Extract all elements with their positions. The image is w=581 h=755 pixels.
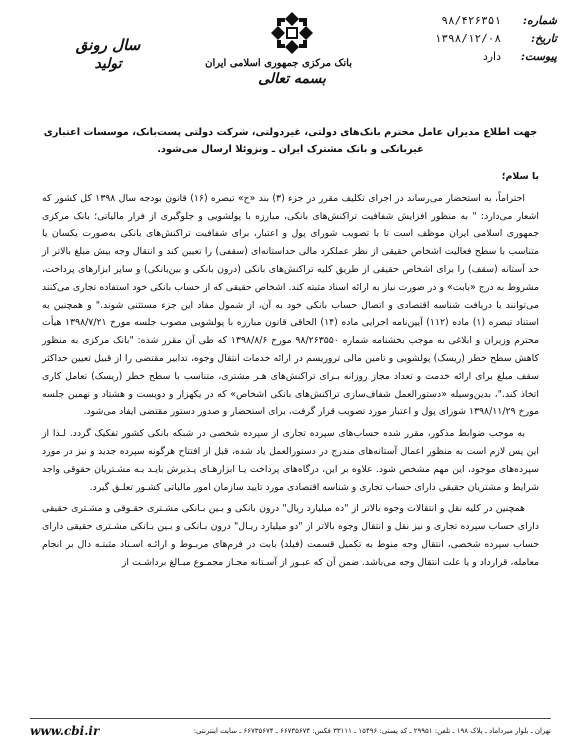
slogan-line-1: سال رونق (75, 36, 141, 54)
number-label: شماره: (522, 14, 557, 27)
footer-address: تهران ـ بلوار میرداماد ـ پلاک ۱۹۸ ـ تلفن: ۲۹۹۵۱ ـ کد پستی: ۱۵۴۹۶ ـ ۳۳۱۱۱ فکس: ۶۶۷۳۵۶۷۴ ـ ۶۶۷۳۵۶۷۴ ـ سایت اینترنتی: (193, 727, 551, 735)
letter-footer (30, 718, 551, 743)
number-value: ۹۸/۴۲۶۳۵۱ (441, 14, 501, 27)
letterhead-calligraphy: بسمه تعالی (258, 71, 326, 87)
attachment-label: پیوست: (520, 50, 557, 63)
bank-emblem-icon (269, 10, 315, 56)
number-row (407, 14, 557, 32)
paragraph-2: به موجب ضوابط مذکور، مقرر شده حساب‌های سپرده تجاری از سپرده شخصی در شبکه بانکی کشور تفکیک گردد. لـذا از این پس لازم است به منظور اعمال آستانه‌های مندرج در دستورالعمل یاد شده، قبل از افتتاح هرگونه سپرده جدید و نیز در مورد سپرده‌های موجود، این مهم مشخص شود. علاوه بر این، درگاه‌های پرداخت یـا ابزارهـای پـذیرش بایـد بـه مشـتریان حقوقی واجد شرایط و مشتریان حقیقی دارای حساب تجاری و شناسه اقتصادی مورد تایید سازمان امور مالیاتی کشـور تعلـق گیرد. (42, 428, 539, 493)
date-value: ۱۳۹۸/۱۲/۰۸ (434, 32, 501, 45)
year-slogan (58, 36, 158, 82)
paragraph-3: همچنین در کلیه نقل و انتقالات وجوه بالاتر از "ده میلیارد ریال" درون بانکی و بـین بـانکی مشـتری حقـوقی و مشـتری حقیقی دارای حساب سپرده تجاری و نیز نقل و انتقال وجوه بالاتر از "دو میلیارد ریـال" درون بـانکی و بـین بـانکی مشـتری حقیقی دارای حساب سپرده شخصی، انتقال وجه منوط به تکمیل قسمت (فیلد) بابت در فرم‌های مربـوط و ارائـه اسـناد مثبتـه دال بر انجام معامله، قرارداد و یا علت انتقال وجه می‌باشد. ضمن آن که عبـور از آسـتانه مجـاز مجمـوع مبـالغ برداشـت از (42, 503, 539, 568)
slogan-line-2: تولید (94, 56, 122, 72)
bank-name: بانک مرکزی جمهوری اسلامی ایران (205, 58, 352, 69)
recipients: جهت اطلاع مدیران عامل محترم بانک‌های دولتی، غیردولتی، شرکت دولتی پست‌بانک، موسسات اعتباری غیربانکی و بانک مشترک ایران ـ ونزوئلا ارسال می‌شود. (43, 127, 538, 155)
letterhead (0, 0, 581, 112)
letter-body (42, 124, 539, 576)
attachment-row (407, 50, 557, 68)
greeting: با سلام؛ (501, 171, 539, 182)
footer-website: www.cbi.ir (30, 724, 100, 738)
date-row (407, 32, 557, 50)
attachment-value: دارد (482, 50, 501, 63)
bank-logo (205, 10, 352, 106)
paragraph-1: احتراماً، به استحضار می‌رساند در اجرای تکلیف مقرر در جزء (۳) بند «ح» تبصره (۱۶) قانون بودجه سال ۱۳۹۸ کل کشور که اشعار می‌دارد: " به منظور افزایش شفافیت تراکنش‌های بانکی، مبارزه با پولشویی و جلوگیری از فرار مالیاتی؛ بانک مرکزی جمهوری اسلامی ایران موظف است تا با تصویب شورای پول و اعتبار، برای شفافیت تراکنش‌های بانکی به‌صورت یکسان یا متناسب با سطح فعالیت اشخاص حقیقی از نظر عملکرد مالی حداستانه‌ای (سقفی) را تعیین کند و انتقال وجه بیش مبلغ بالاتر از حد آستانه (سقف) را برای اشخاص حقیقی از طریق کلیه تراکنش‌های بانکی (درون بانکی و بین‌بانکی) و سایر ابزارهای پرداخت، مشروط به درج «بابت» و در صورت نیاز به ارائه اسناد مثبته کند. اشخاص حقیقی که از حساب بانکی خود استفاده تجاری می‌کنند می‌توانند با دریافت شناسه اقتصادی و اتصال حساب بانکی خود به آن، از شمول مفاد این جزء مستثنی شوند." و همچنین به استناد تبصره (۱) ماده (۱۱۲) آیین‌نامه اجرایی ماده (۱۴) الحاقی قانون مبارزه با پولشویی مصوب جلسه مورخ ۱۳۹۸/۷/۲۱ هیأت محترم وزیران و ابلاغی به موجب بخشنامه شماره ۹۸/۲۶۳۵۵۰ مورخ ۱۳۹۸/۸/۶ که طی آن مقرر شده: "بانک مرکزی به منظور کاهش سطح خطر (ریسک) پولشویی و تامین مالی تروریسم در ارائه خدمات انتقال وجوه، تدابیر مقتضی را از قبیل تعیین حداکثر سقف مبلغ برای ارائه خدمت و تعداد مجاز روزانه بـرای تراکنش‌های هـر مشتری، متناسب با سطح خطر (ریسک) تعامل کاری اتخاذ کند."، بدین‌وسیله «دستورالعمل شفاف‌سازی تراکنش‌های بانکی اشخاص» که در یکهزار و دویست و هشتاد و نهمین جلسه مورخ ۱۳۹۸/۱۱/۲۹ شورای پول و اعتبار مورد تصویب قرار گرفت، برای استحضار و صدور دستور مقتضی ایفاد می‌شود. (42, 192, 539, 418)
date-label: تاریخ: (531, 32, 557, 45)
letter-metadata (407, 14, 557, 68)
